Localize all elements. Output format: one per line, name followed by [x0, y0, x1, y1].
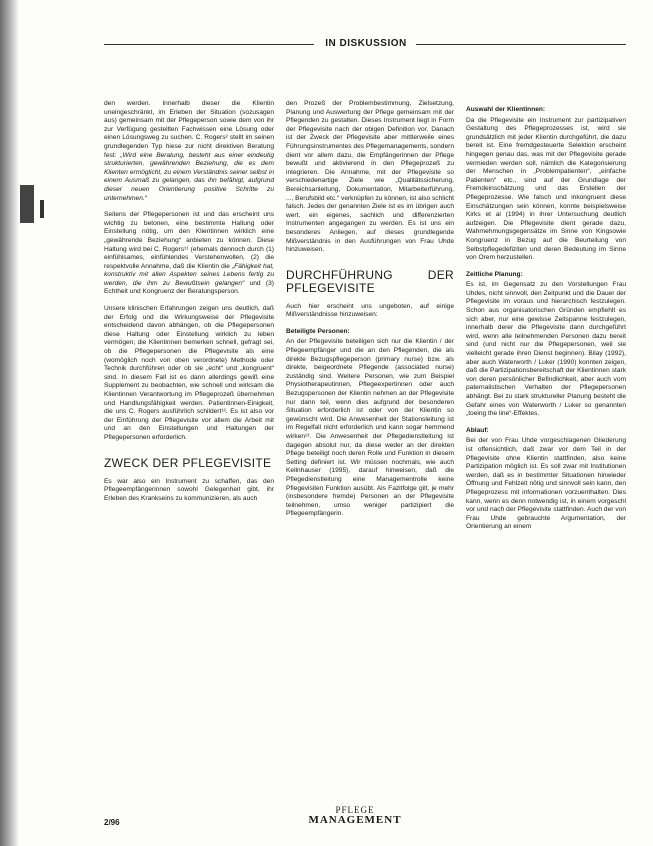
quote-text: „Fähigkeit hat, konstruktiv mit allen Aspekten seines Lebens fertig zu werden, die ihm zu Bewußtsein gelangen“	[104, 262, 274, 287]
paragraph: Es ist, im Gegensatz zu den Vorstellungen Frau Uhdes, nicht sinnvoll, den Zeitpunkt und die Dauer der Pflegevisite im voraus und hierarchisch festzulegen. Schon aus organisatorischen Gründen empfiehlt es sich aber, nur eine gewisse Zeitspanne festzulegen, innerhalb derer die Pflegevisite dann durchgeführt wird, wenn alle teilnehmenden Personen dazu bereit sind (und nicht nur die Pflegepersonen, weil sie vielleicht gerade ihren Dienst beginnen). Bilay (1992), aber auch Waterworth / Luker (1990) konnten zeigen, daß die Partizipationsbereitschaft der Klientinnen stark von deren persönlicher Befindlichkeit, aber auch vom paternalistischen Verhalten der Pflegepersonen abhängt. Bei zu stark struktureller Planung besteht die Gefahr eines von Waterworth / Luker so genannten „toeing the line“-Effektes.	[466, 281, 626, 418]
quote-text: „Wird eine Beratung, besteht aus einer eindeutig strukturierten, gewährenden Beziehung, die es dem Klienten ermöglicht, zu einem Verständnis seiner selbst in einem Ausmaß zu gelangen, das ihn befähigt, aufgrund dieser neuen Orientierung positive Schritte zu unternehmen.“	[104, 151, 274, 202]
column-3	[466, 100, 626, 540]
page-edge-shadow	[0, 0, 18, 846]
body-text: den werden. Innerhalb dieser die Klientin uneingeschränkt, im Erleben der Situation (sozusagen aus) gemeinsam mit der Pflegeperson sowie dem von ihr zur Verfügung gestellten Fachwissen eine Lösung oder einen Lösungsweg zu suchen. C. Rogers² stellt im seinen grundlegenden Typ hiese zur nicht direktiven Beratung fest:	[104, 100, 274, 159]
section-heading-durchfuehrung: DURCHFÜHRUNG DER PFLEGEVISITE	[286, 267, 454, 295]
paragraph: Auch hier erscheint uns ungeboten, auf einige Mißverständnisse hinzuweisen:	[286, 302, 454, 319]
paragraph: An der Pflegevisite beteiligen sich nur die Klientin / der Pflegeempfänger und die an den Pflegenden, die als direkte Bezugspflegeperson (primary nurse) bzw. als direkte, beigeordnete Pflegende (associated nurse) zuständig sind. Weitere Personen, wie zum Beispiel Physiotherapeutinnen, Pflegeexpertinnen oder auch Bezugspersonen der Klientin nehmen an der Pflegevisite nur dann teil, wenn dies aufgrund der besonderen Situation erforderlich ist oder von der Klientin so gewünscht wird. Die Anwesenheit der Stationsleitung ist im Regelfall nicht erforderlich und kann sogar hemmend wirken¹³. Die Anwesenheit der Pflegedienstleitung ist dagegen absolut nur, da diese weder an der direkten Pflege beteiligt noch deren Rolle und Funktion in diesem Setting definiert ist. Wir müssen nochmals, wie auch Kellnhauser (1995), darauf hinweisen, daß die Pflegedienstleitung eine Managementrolle keine Pflegevisiten Funktion ausübt. Als Fazitfolge gilt, je mehr (insbesondere fremde) Personen an der Pflegevisite teilnehmen, umso weniger partizipiert die Pflegeempfängerin.	[286, 338, 454, 518]
header-rule-left	[104, 44, 314, 45]
logo-top-text: PFLEGE	[335, 805, 375, 815]
section-heading-zweck: ZWECK DER PFLEGEVISITE	[104, 455, 272, 470]
column-1	[104, 100, 274, 511]
binding-mark-small	[40, 200, 44, 218]
subheading-ablauf: Ablauf:	[466, 426, 489, 434]
section-header: IN DISKUSSION	[325, 38, 407, 49]
paragraph: den Prozeß der Problembestimmung, Zielsetzung, Planung und Auswertung der Pflege gemeinsam mit der Pflegenden zu gestalten. Dieses Instrument liegt in Form der Pflegevisite nach der obigen Definition vor. Danach ist der Zweck der Pflegevisite aber mittlerweile eines Führungsinstrumentes des Pflegemanagements, sondern dient vor allem dazu, die Empfängerinnen der Pflege bewußt und aktivierend in den Pflegeprozeß zu integrieren. Die Annahme, mit der Pflegevisite so verschiedenartige Ziele wie „Qualitätssicherung, Bereichsanleitung, Dokumentation, Mitarbeiterführung, ..., Berufsbild etc.“ verknüpfen zu können, ist also schlicht falsch. Jedes der genannten Ziele ist es im übrigen auch wert, ein eigenes, sachlich und differenzierten Instrumenten angegangen zu werden. Es ist uns ein besonderes Anliegen, auf dieses grundlegende Mißverständnis in den Ausführungen von Frau Uhde hinzuweisen.	[286, 100, 454, 254]
logo-bottom-text: MANAGEMENT	[308, 814, 402, 826]
paragraph: Da die Pflegevisite ein Instrument zur partizipativen Gestaltung des Pflegeprozesses ist, wird sie grundsätzlich mit jeder Klientin durchgeführt, die dazu bereit ist. Eine fremdgesteuerte Selektion erscheint hingegen genau das, was mit der Pflegevisite gerade vermieden werden soll, nämlich die Kategorisierung der Menschen in „Problempatienten“, „einfache Patienten“ etc., sind auf der Grundlage der Fremdeinschätzung und das Erstellen der Pflegeprozesse. Wie falsch und inkongruent diese Einschätzungen sein können, konnte beispielsweise Kirks et al (1994) in ihrer Untersuchung deutlich aufzeigen. Die Pflegevisite dient gerade dazu, Wahrnehmungsgegensätze im Sinne von Kingsowie Kongruenz in Bezug auf die Beurteilung von Selbstpflegedefiziten und deren Bedeutung im Sinne von Orem herzustellen.	[466, 116, 626, 262]
paragraph	[104, 211, 274, 297]
header-rule-right	[416, 44, 626, 45]
magazine-logo	[300, 806, 410, 826]
page-number: 2/96	[104, 818, 120, 827]
column-2	[286, 100, 454, 527]
subheading-zeitliche-planung: Zeitliche Planung:	[466, 270, 523, 278]
binding-mark	[20, 185, 34, 223]
paragraph	[104, 100, 274, 203]
body-text: und (3) Echtheit und Kongruenz der Beratungsperson.	[104, 279, 274, 296]
paragraph: Unsere klinischen Erfahrungen zeigen uns deutlich, daß der Erfolg und die Wirkungsweise der Pflegevisite entscheidend davon abhängen, ob die Pflegepersonen diese Haltung oder Einstellung wirklich zu leben vermögen; die Klientinnen bemerken schnell, gefragt sei, ob die Pflegepersonen die Pflegevisite als eine (womöglich noch von oben verordnete) Methode oder Technik durchführen oder ob sie „echt“ und „kongruent“ sind. In diesem Fall ist es dann allerdings gewiß eine Supplement zu beobachten, wie schnell und wirksam die Klientinnen Verantwortung im Pflegeprozeß übernehmen und Handlungsfähigkeit werden. Patientinnen-Einigkeit, die uns C. Rogers ausführlich schildert¹². Es ist also vor der Einführung der Pflegevisite vor allem die Arbeit mit und an den Einstellungen und Haltungen der Pflegepersonen erforderlich.	[104, 305, 274, 441]
body-text: Seitens der Pflegepersonen ist und das erscheint uns wichtig zu betonen, eine bestimmte Haltung oder Einstellung nötig, um den Klientinnen wirklich eine „gewährende Beziehung“ anbieten zu können. Diese Haltung wird bei C. Rogers¹¹ (ehemals dennoch durch (1) einfühlsames, einfühlendes Verstehenwollen, (2) die respektvolle Annahme, daß die Klientin die	[104, 211, 274, 270]
subheading-beteiligte-personen: Beteiligte Personen:	[286, 327, 350, 335]
subheading-auswahl: Auswahl der Klientinnen:	[466, 106, 546, 113]
paragraph: Bei der von Frau Uhde vorgeschlagenen Gliederung ist offensichtlich, daß zwar vor dem Teil in der Pflegevisite ohne Klientin stattfinden, also keine Partizipation möglich ist. Es soll zwar mit Institutionen werden, daß es in bestimmter Situationen hinwieder Öffnung und Fehlzeit nötig und sinnvoll sein kann, den Pflegeprozess mit informationen vorzuenthalten. Dies kann, wenn es denn notwendig ist, in einem vorgeschl vor und nach der Pflegevisite stattfinden. Auch der von Frau Uhde gebrauchte Argumentation, der Orientierung an einem	[466, 437, 626, 531]
paragraph: Es war also ein Instrument zu schaffen, das den Pflegeempfängerinnen sowohl Gelegenheit gibt, ihr Erleben des Krankseins zu kommunizieren, als auch	[104, 477, 274, 502]
